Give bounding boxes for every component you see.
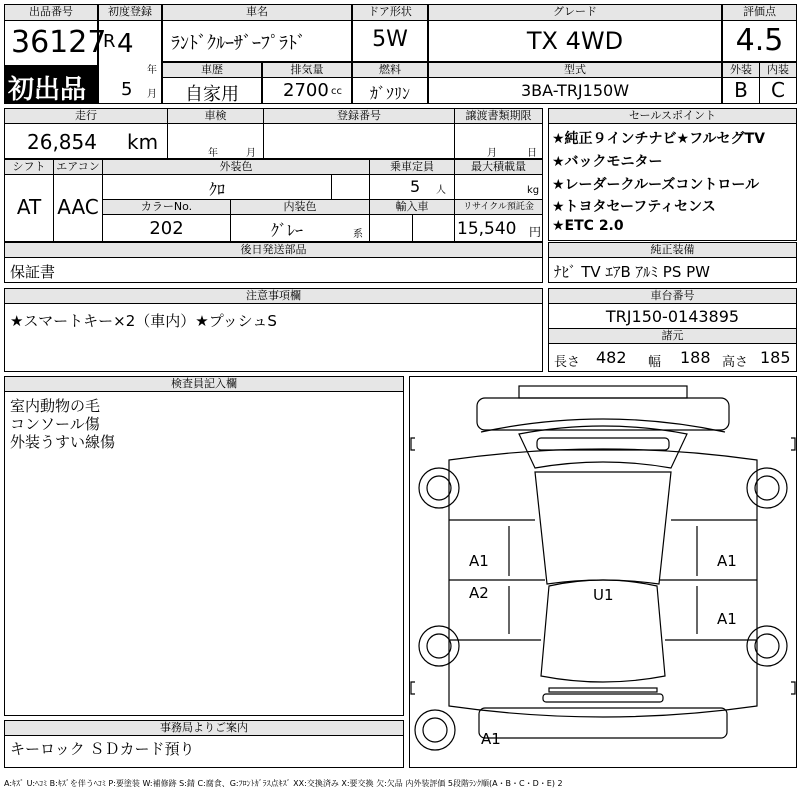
lot-number: 36127: [11, 25, 107, 60]
ac: AAC: [57, 195, 99, 219]
sales-line: ★ETC 2.0: [552, 218, 624, 234]
kei-unit: 系: [353, 229, 363, 240]
mileage-cell: [4, 123, 168, 159]
color: ｸﾛ: [208, 180, 225, 199]
history-cell: [162, 77, 262, 104]
ac-cell: [53, 174, 103, 242]
len-value: 482: [596, 348, 627, 367]
equip-value: ﾅﾋﾞ TV ｴｱB ｱﾙﾐ PS PW: [554, 263, 710, 281]
km-unit: km: [127, 130, 159, 154]
score-cell: [722, 20, 797, 62]
inspector-line: コンソール傷: [10, 415, 100, 433]
exterior-grade: B: [734, 78, 748, 102]
door: 5W: [372, 27, 408, 52]
chassis-value: TRJ150-0143895: [605, 307, 740, 326]
reg-month: 5: [121, 79, 133, 100]
model: 3BA-TRJ150W: [520, 81, 630, 100]
capacity-label: 乗車定員: [369, 159, 455, 175]
office-value: キーロック ＳＤカード預り: [10, 740, 195, 758]
recycle-cell: [454, 214, 543, 242]
wid-label: 幅: [648, 355, 662, 370]
cc-unit: cc: [331, 86, 342, 97]
chassis-label: 車台番号: [548, 288, 797, 304]
later-label: 後日発送部品: [4, 242, 543, 258]
recycle-label: リサイクル預託金: [454, 199, 543, 215]
damage-mark: U1: [593, 586, 614, 604]
damage-mark: A1: [717, 552, 737, 570]
car-name-cell: [162, 20, 352, 62]
exterior-cell: [722, 77, 760, 104]
recycle: 15,540: [457, 219, 517, 239]
reg-label: 初度登録: [98, 4, 162, 21]
interior-cell: [759, 77, 797, 104]
inspector-line: 室内動物の毛: [10, 397, 101, 415]
exterior-label: 外装: [722, 62, 760, 78]
fuel: ｶﾞｿﾘﾝ: [369, 84, 410, 103]
interior-color-cell: [230, 214, 370, 242]
later: 保証書: [10, 263, 56, 281]
year-unit: 年: [147, 65, 157, 76]
shift: AT: [16, 195, 42, 219]
fuel-label: 燃料: [352, 62, 428, 78]
inspector-line: 外装うすい線傷: [10, 433, 116, 451]
load-label: 最大積載量: [454, 159, 543, 175]
car-damage-diagram: [409, 376, 797, 768]
first-listing: 初出品: [8, 75, 87, 105]
sales-line: ★バックモニター: [552, 154, 663, 170]
door-cell: [352, 20, 428, 62]
color-divider: [331, 174, 332, 200]
car-name-label: 車名: [162, 4, 352, 21]
ac-label: エアコン: [53, 159, 103, 175]
month-unit: 月: [147, 89, 157, 100]
score-label: 評価点: [722, 4, 797, 21]
mileage-label: 走行: [4, 108, 168, 124]
yen-unit: 円: [529, 225, 542, 239]
lot-label: 出品番号: [4, 4, 98, 21]
import-label: 輸入車: [369, 199, 455, 215]
reg-year: 4: [117, 29, 134, 59]
history-label: 車歴: [162, 62, 262, 78]
import-cell: [369, 214, 455, 242]
damage-mark: A1: [717, 610, 737, 628]
transfer-day-unit: 日: [527, 148, 537, 159]
mileage: 26,854: [27, 130, 97, 154]
import-divider: [412, 214, 413, 242]
capacity-cell: [369, 174, 455, 200]
color-no-cell: [102, 214, 231, 242]
plate-label: 登録番号: [263, 108, 455, 124]
sales-line: ★レーダークルーズコントロール: [552, 177, 760, 193]
sales-line: ★トヨタセーフティセンス: [552, 199, 716, 215]
load-cell: [454, 174, 543, 200]
equip-label: 純正装備: [548, 242, 797, 258]
car-name: ﾗﾝﾄﾞｸﾙｰｻﾞｰﾌﾟﾗﾄﾞ: [171, 33, 306, 54]
notes-value: ★スマートキー×2（車内）★プッシュS: [10, 312, 277, 330]
score: 4.5: [735, 23, 784, 58]
color-label: 外装色: [102, 159, 370, 175]
transfer-month-unit: 月: [487, 148, 497, 159]
inspection-cell: [167, 123, 264, 159]
transfer-cell: [454, 123, 543, 159]
color-no-label: カラーNo.: [102, 199, 231, 215]
insp-year-unit: 年: [208, 148, 218, 159]
grade-cell: [428, 20, 722, 62]
len-label: 長さ: [554, 355, 581, 370]
grade-label: グレード: [428, 4, 722, 21]
damage-mark: A2: [469, 584, 489, 602]
spec-label: 諸元: [548, 328, 797, 344]
model-label: 型式: [428, 62, 722, 78]
grade: TX 4WD: [526, 27, 624, 55]
interior-grade: C: [771, 78, 785, 102]
sales-line: ★純正９インチナビ★フルセグTV: [552, 131, 765, 147]
color-cell: [102, 174, 370, 200]
lot-number-cell: [4, 20, 107, 66]
plate-cell: [263, 123, 455, 159]
hgt-label: 高さ: [722, 355, 749, 370]
shift-label: シフト: [4, 159, 54, 175]
era: R: [103, 31, 116, 52]
office-label: 事務局よりご案内: [4, 720, 404, 736]
reg-cell: [98, 20, 162, 104]
displacement-label: 排気量: [262, 62, 352, 78]
hgt-value: 185: [760, 348, 791, 367]
fuel-cell: [352, 77, 428, 104]
sales-label: セールスポイント: [548, 108, 797, 124]
interior-color: ｸﾞﾚｰ: [271, 221, 304, 240]
person-unit: 人: [436, 185, 446, 196]
kg-unit: kg: [527, 185, 540, 196]
capacity: 5: [410, 177, 421, 196]
interior-label: 内装: [759, 62, 797, 78]
inspector-label: 検査員記入欄: [4, 376, 404, 392]
notes-label: 注意事項欄: [4, 288, 543, 304]
damage-mark: A1: [481, 730, 501, 748]
transfer-label: 譲渡書類期限: [454, 108, 543, 124]
color-no: 202: [149, 218, 184, 239]
inspection-label: 車検: [167, 108, 264, 124]
history: 自家用: [185, 84, 239, 105]
shift-cell: [4, 174, 54, 242]
door-label: ドア形状: [352, 4, 428, 21]
interior-color-label: 内装色: [230, 199, 370, 215]
model-cell: [428, 77, 722, 104]
damage-mark: A1: [469, 552, 489, 570]
displacement: 2700: [283, 80, 329, 101]
legend: A:ｷｽﾞ U:ﾍｺﾐ B:ｷｽﾞを伴うﾍｺﾐ P:要塗装 W:補修跡 S:錆 C:腐食、G:ﾌﾛﾝﾄｶﾞﾗｽ点ｷｽﾞ XX:交換済み X:要交換 欠:欠品 内外装評価 5段階ﾗﾝｸ順(A・B・C・D・E) 2: [4, 779, 563, 788]
wid-value: 188: [680, 348, 711, 367]
displacement-cell: [262, 77, 352, 104]
insp-month-unit: 月: [246, 148, 256, 159]
